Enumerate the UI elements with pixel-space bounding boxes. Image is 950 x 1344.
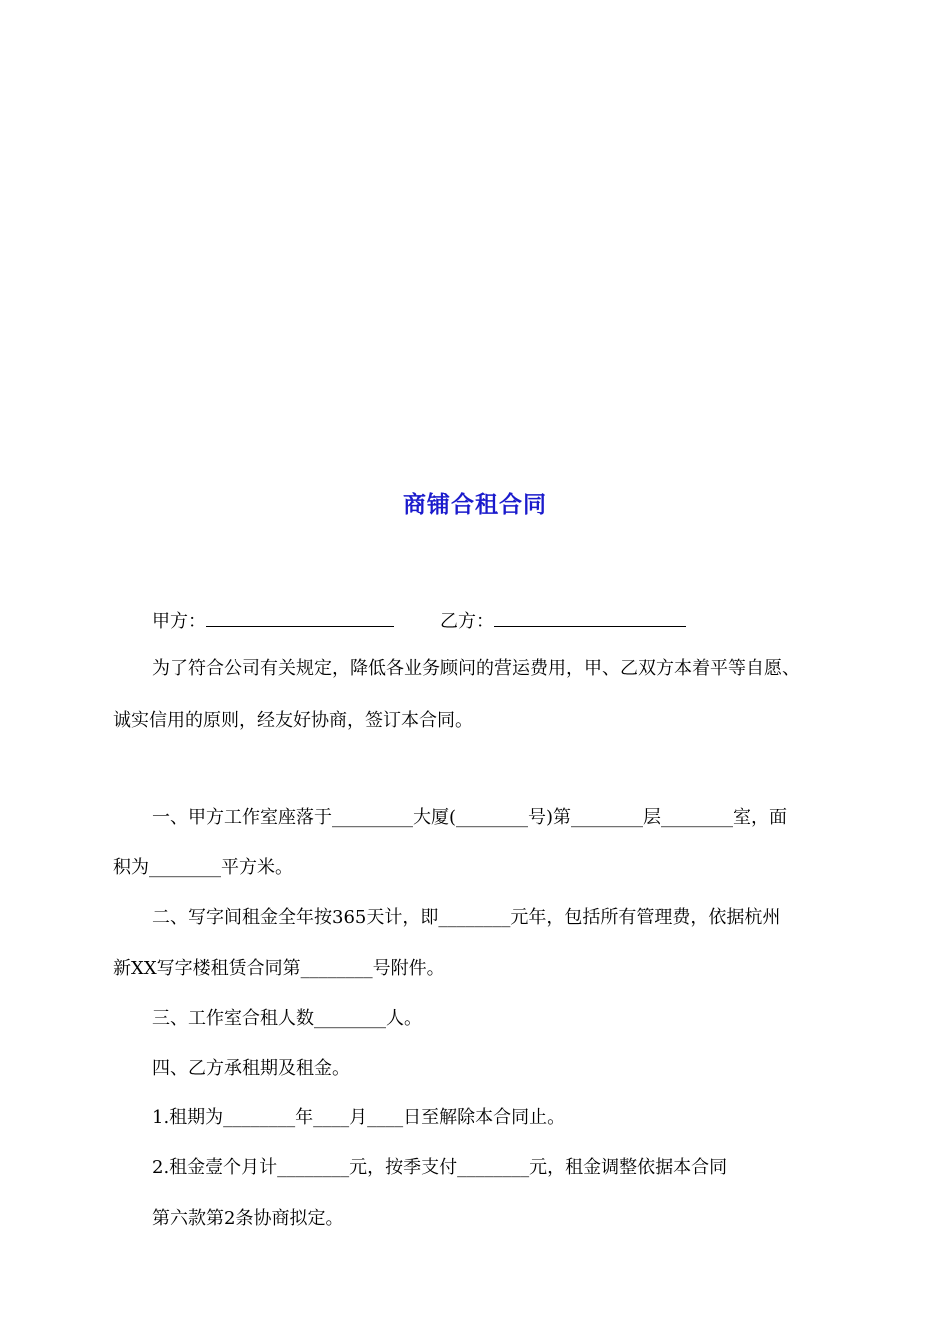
- clause-2-line-2: 新XX写字楼租赁合同第________号附件。: [113, 958, 445, 979]
- intro-line-2: 诚实信用的原则，经友好协商，签订本合同。: [113, 710, 473, 731]
- clause-1-line-2: 积为________平方米。: [113, 857, 293, 878]
- clause-1-line-1: 一、甲方工作室座落于_________大厦(________号)第________层________室，面: [152, 807, 788, 828]
- clause-4-item-1: 1.租期为________年____月____日至解除本合同止。: [152, 1107, 566, 1128]
- party-a-row: [152, 608, 394, 634]
- clause-4-item-2-continued: 第六款第2条协商拟定。: [152, 1208, 344, 1229]
- intro-line-1: 为了符合公司有关规定，降低各业务顾问的营运费用，甲、乙双方本着平等自愿、: [152, 658, 800, 679]
- clause-3: 三、工作室合租人数________人。: [152, 1008, 422, 1029]
- party-a-label: 甲方：: [152, 611, 206, 632]
- document-title: 商铺合租合同: [403, 492, 547, 518]
- party-a-blank: [206, 608, 394, 627]
- clause-2-line-1: 二、写字间租金全年按365天计，即________元年，包括所有管理费，依据杭州: [152, 907, 781, 928]
- clause-4: 四、乙方承租期及租金。: [152, 1058, 350, 1079]
- party-b-blank: [494, 608, 686, 627]
- party-b-row: [440, 608, 686, 634]
- party-b-label: 乙方：: [440, 611, 494, 632]
- clause-4-item-2: 2.租金壹个月计________元，按季支付________元，租金调整依据本合同: [152, 1157, 728, 1178]
